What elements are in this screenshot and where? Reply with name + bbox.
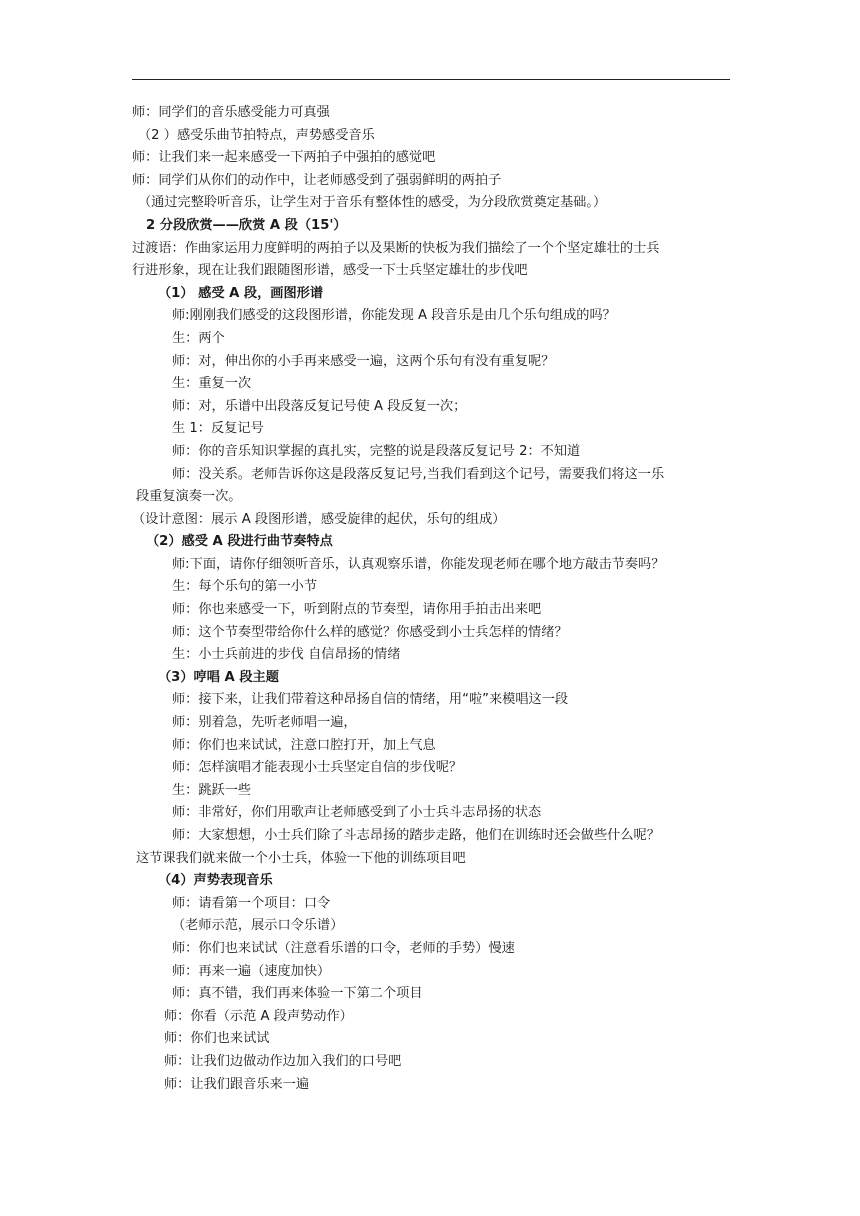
text-line: 师：你们也来试试	[164, 1031, 270, 1047]
text-line: 师：你也来感受一下，听到附点的节奏型，请你用手拍击出来吧	[172, 602, 542, 618]
text-line: 生：两个	[172, 330, 225, 346]
document-body	[132, 102, 736, 1096]
text-line: 师：接下来，让我们带着这种昂扬自信的情绪，用“啦”来模唱这一段	[172, 692, 569, 708]
text-line: （老师示范，展示口令乐谱）	[172, 918, 344, 934]
text-line: （设计意图：展示 A 段图形谱，感受旋律的起伏，乐句的组成）	[132, 511, 506, 527]
text-line: 生：小士兵前进的步伐 自信昂扬的情绪	[172, 647, 401, 663]
subsection-heading: （3）哼唱 A 段主题	[158, 669, 279, 685]
subsection-heading: （4）声势表现音乐	[158, 873, 273, 889]
text-line: 师：让我们边做动作边加入我们的口号吧	[164, 1053, 402, 1069]
text-line: 师：让我们跟音乐来一遍	[164, 1076, 310, 1092]
text-line: 段重复演奏一次。	[136, 489, 242, 505]
text-line: 师：你们也来试试（注意看乐谱的口令，老师的手势）慢速	[172, 940, 515, 956]
text-line: 生：重复一次	[172, 376, 252, 392]
text-line: 生 1：反复记号	[172, 421, 264, 437]
text-line: 师:下面，请你仔细领听音乐，认真观察乐谱，你能发现老师在哪个地方敲击节奏吗？	[172, 556, 665, 572]
text-line: 师：同学们的音乐感受能力可真强	[132, 105, 330, 120]
text-line: 生：每个乐句的第一小节	[172, 579, 318, 595]
text-line: （通过完整聆听音乐，让学生对于音乐有整体性的感受，为分段欣赏奠定基础。）	[138, 195, 607, 211]
text-line: 师：对，乐谱中出段落反复记号使 A 段反复一次；	[172, 398, 467, 414]
text-line: 师:刚刚我们感受的这段图形谱，你能发现 A 段音乐是由几个乐句组成的吗？	[172, 308, 616, 324]
text-line: 师：别着急，先听老师唱一遍，	[172, 715, 357, 731]
text-line: 师：非常好，你们用歌声让老师感受到了小士兵斗志昂扬的状态	[172, 805, 542, 821]
header-rule	[132, 79, 730, 80]
text-line: 师：这个节奏型带给你什么样的感觉？你感受到小士兵怎样的情绪？	[172, 624, 568, 640]
text-line: （2 ）感受乐曲节拍特点，声势感受音乐	[138, 127, 375, 143]
text-line: 过渡语：作曲家运用力度鲜明的两拍子以及果断的快板为我们描绘了一个个坚定雄壮的士兵	[132, 240, 660, 256]
text-line: 师：没关系。老师告诉你这是段落反复记号,当我们看到这个记号，需要我们将这一乐	[172, 466, 665, 482]
text-line: 师：你看（示范 A 段声势动作）	[164, 1008, 353, 1024]
subsection-heading: （1） 感受 A 段，画图形谱	[158, 285, 324, 301]
text-line: 师：大家想想，小士兵们除了斗志昂扬的踏步走路，他们在训练时还会做些什么呢？	[172, 828, 660, 843]
text-line: 生：跳跃一些	[172, 782, 252, 798]
text-line: 师：让我们来一起来感受一下两拍子中强拍的感觉吧	[132, 150, 436, 166]
text-line: 行进形象，现在让我们跟随图形谱，感受一下士兵坚定雄壮的步伐吧	[132, 263, 528, 279]
text-line: 师：再来一遍（速度加快）	[172, 963, 331, 979]
text-line: 师：你的音乐知识掌握的真扎实，完整的说是段落反复记号 2：不知道	[172, 443, 581, 459]
text-line: 师：对，伸出你的小手再来感受一遍，这两个乐句有没有重复呢？	[172, 353, 555, 369]
text-line: 师：请看第一个项目：口令	[172, 895, 331, 911]
text-line: 师：你们也来试试，注意口腔打开，加上气息	[172, 737, 436, 753]
text-line: 这节课我们就来做一个小士兵，体验一下他的训练项目吧	[136, 850, 466, 866]
subsection-heading: （2）感受 A 段进行曲节奏特点	[146, 534, 333, 550]
text-line: 师：真不错，我们再来体验一下第二个项目	[172, 986, 423, 1002]
text-line: 师：怎样演唱才能表现小士兵坚定自信的步伐呢？	[172, 760, 463, 776]
section-heading: 2 分段欣赏——欣赏 A 段（15'）	[146, 217, 347, 233]
text-line: 师：同学们从你们的动作中，让老师感受到了强弱鲜明的两拍子	[132, 172, 502, 188]
